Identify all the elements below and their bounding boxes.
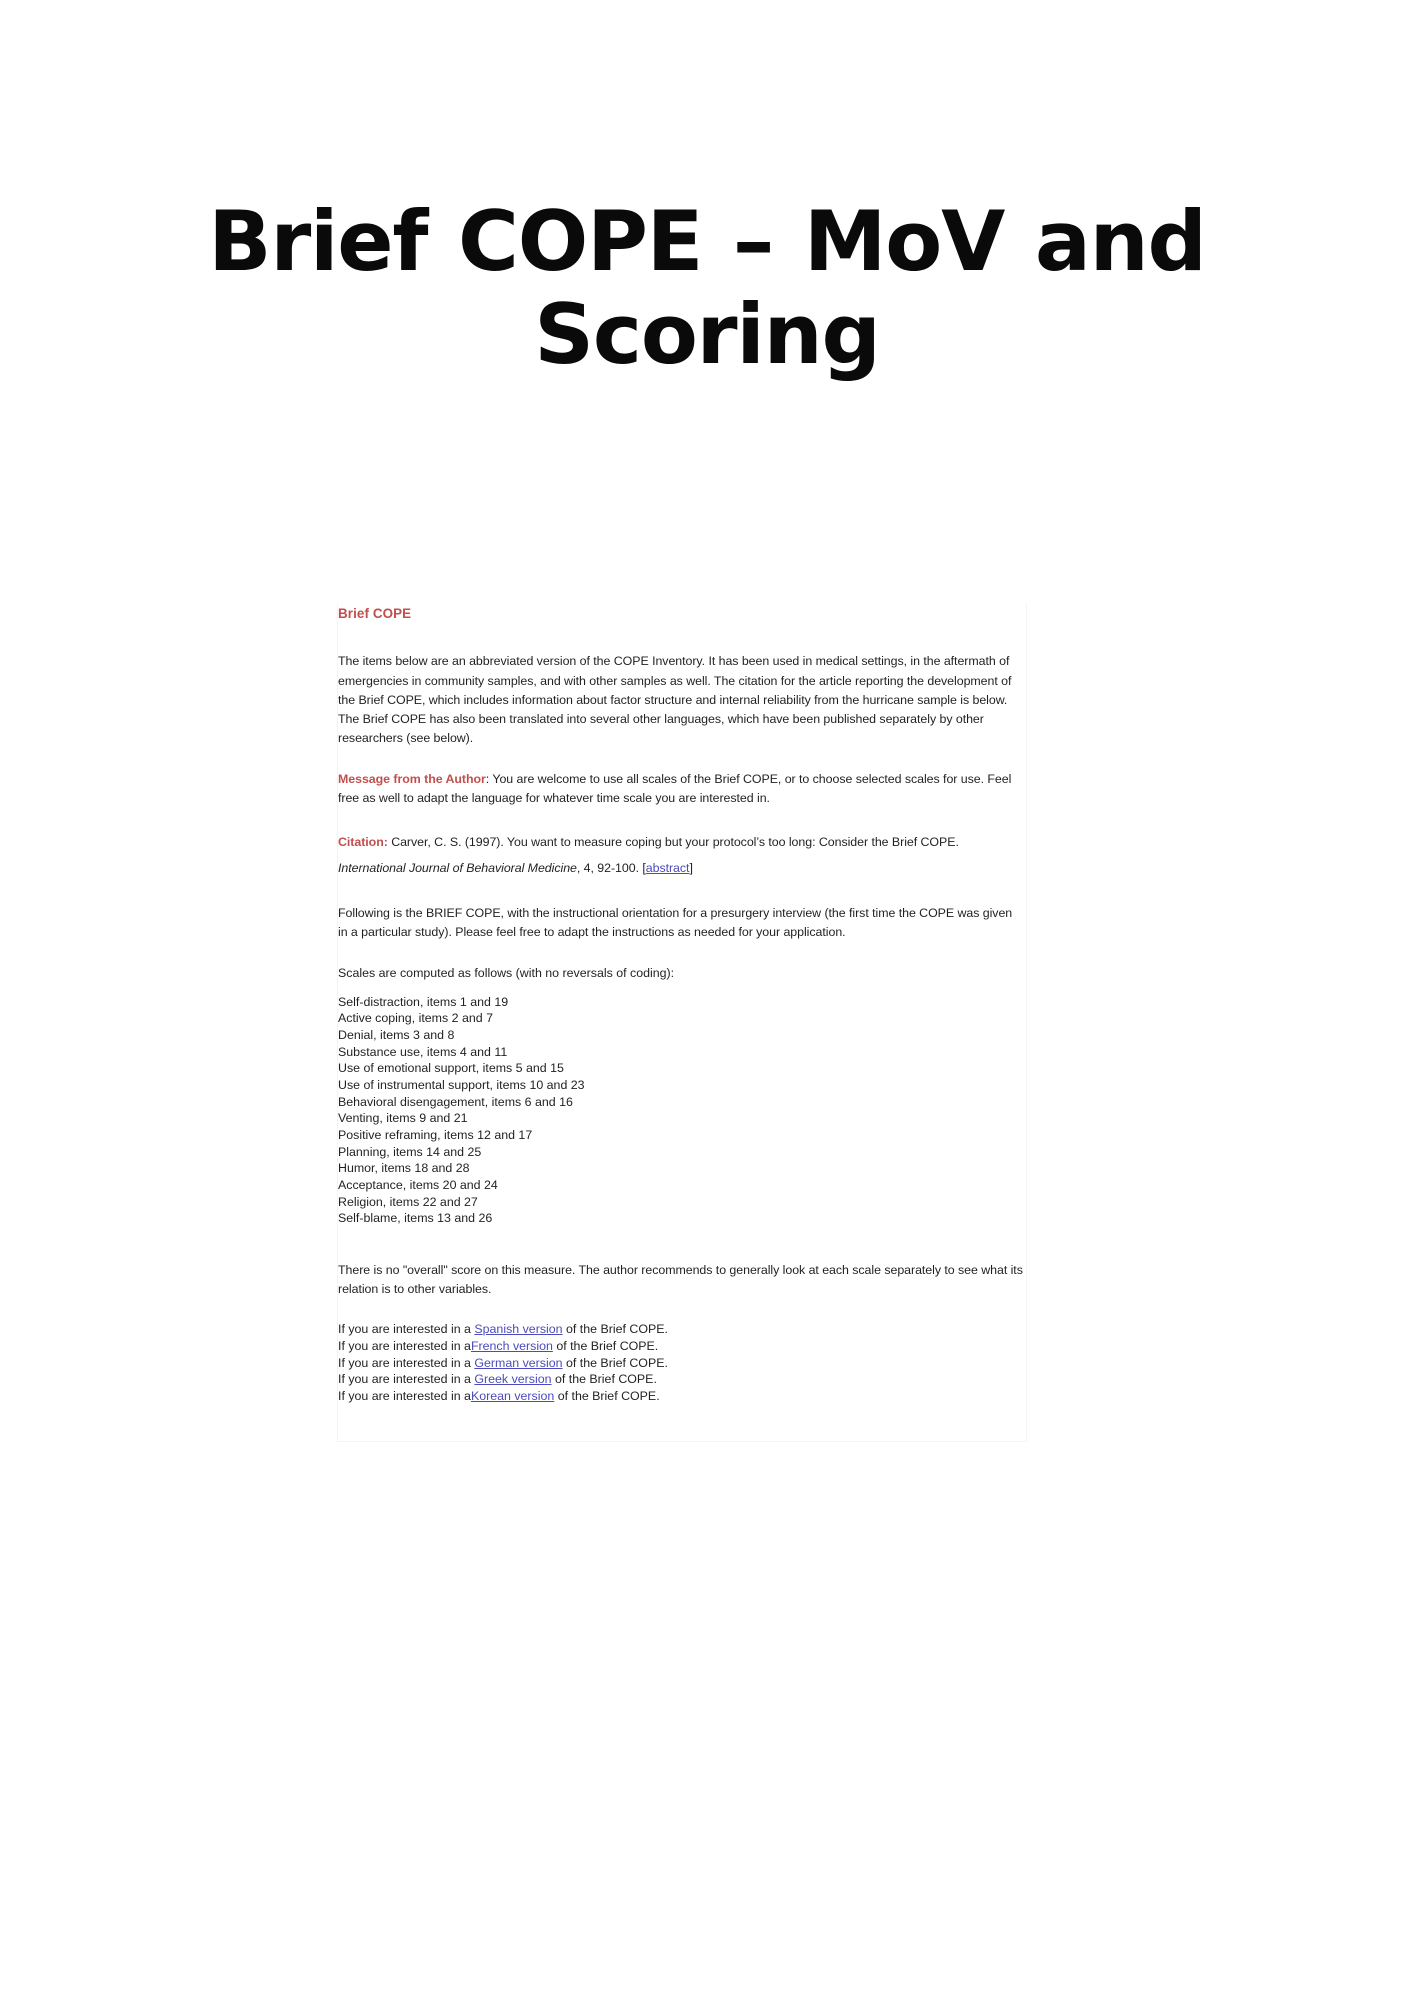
list-item: Self-blame, items 13 and 26 (338, 1211, 493, 1226)
abstract-link[interactable]: abstract (645, 861, 690, 876)
list-item-german (338, 1355, 1024, 1372)
list-item-spanish (338, 1321, 1024, 1338)
lang-prefix: If you are interested in a (338, 1339, 471, 1354)
citation-paragraph (338, 830, 1024, 881)
scales-intro: Scales are computed as follows (with no reversals of coding): (338, 965, 675, 980)
french-version-link[interactable]: French version (470, 1339, 553, 1354)
list-item: Active coping, items 2 and 7 (338, 1011, 493, 1026)
lang-suffix: of the Brief COPE. (562, 1355, 668, 1370)
spanish-version-link[interactable]: Spanish version (474, 1322, 563, 1337)
list-item: Acceptance, items 20 and 24 (338, 1178, 498, 1193)
list-item: Behavioral disengagement, items 6 and 16 (338, 1094, 573, 1109)
list-item: Venting, items 9 and 21 (338, 1111, 468, 1126)
list-item: Use of emotional support, items 5 and 15 (338, 1061, 564, 1076)
list-item: Self-distraction, items 1 and 19 (338, 994, 509, 1009)
document-heading: Brief COPE (338, 606, 412, 621)
author-message-text: You are welcome to use all scales of the Brief COPE, or to choose selected scales for use. Feel free as well to adapt the language for whatever time scale you are interested in. (338, 772, 1012, 806)
lang-prefix: If you are interested in a (338, 1389, 471, 1404)
list-item: Planning, items 14 and 25 (338, 1144, 482, 1159)
lang-prefix: If you are interested in a (338, 1372, 475, 1387)
lang-suffix: of the Brief COPE. (552, 1339, 659, 1354)
greek-version-link[interactable]: Greek version (474, 1372, 552, 1387)
german-version-link[interactable]: German version (474, 1355, 563, 1370)
lang-prefix: If you are interested in a (338, 1355, 475, 1370)
citation-text-before: Carver, C. S. (1997). You want to measure coping but your protocol’s too long: Consider the Brief COPE. (387, 835, 959, 850)
language-versions-list (338, 1321, 1024, 1404)
lang-suffix: of the Brief COPE. (551, 1372, 657, 1387)
author-message-paragraph (338, 770, 1024, 808)
intro-paragraph: The items below are an abbreviated version of the COPE Inventory. It has been used in medical settings, in the aftermath of emergencies in community samples, and with other samples as well. The citation for the article reporting the development of the Brief COPE, which includes information about factor structure and internal reliability from the hurricane sample is below. The Brief COPE has also been translated into several other languages, which have been published separately by other researchers (see below). (338, 654, 1012, 745)
lang-suffix: of the Brief COPE. (562, 1322, 668, 1337)
lang-suffix: of the Brief COPE. (554, 1389, 660, 1404)
citation-label: Citation: (338, 835, 388, 850)
embedded-document-image (337, 604, 1027, 1442)
scales-list (338, 994, 1024, 1227)
list-item: Denial, items 3 and 8 (338, 1028, 455, 1043)
list-item: Humor, items 18 and 28 (338, 1161, 470, 1176)
list-item-french (338, 1338, 1024, 1355)
list-item: Positive reframing, items 12 and 17 (338, 1128, 533, 1143)
author-message-separator: : (485, 772, 490, 787)
list-item: Use of instrumental support, items 10 and 23 (338, 1078, 585, 1093)
author-message-label: Message from the Author (338, 772, 486, 787)
citation-text-after: , 4, 92-100. (576, 861, 643, 876)
overall-score-note: There is no "overall" score on this measure. The author recommends to generally look at each scale separately to see what its relation is to other variables. (338, 1263, 1023, 1297)
abstract-bracket-open: [ (642, 861, 646, 876)
list-item-greek (338, 1371, 1024, 1388)
page-title-line-2: Scoring (534, 285, 880, 383)
page-title-line-1: Brief COPE – MoV and (208, 193, 1206, 290)
lang-prefix: If you are interested in a (338, 1322, 475, 1337)
page-title (160, 193, 1254, 383)
korean-version-link[interactable]: Korean version (470, 1389, 555, 1404)
list-item: Substance use, items 4 and 11 (338, 1044, 508, 1059)
list-item-korean (338, 1388, 1024, 1405)
abstract-bracket-close: ] (689, 861, 693, 876)
list-item: Religion, items 22 and 27 (338, 1194, 478, 1209)
following-paragraph: Following is the BRIEF COPE, with the instructional orientation for a presurgery interview (the first time the COPE was given in a particular study). Please feel free to adapt the instructions as needed for your application. (338, 905, 1013, 939)
citation-journal-name: International Journal of Behavioral Medicine (338, 861, 577, 876)
